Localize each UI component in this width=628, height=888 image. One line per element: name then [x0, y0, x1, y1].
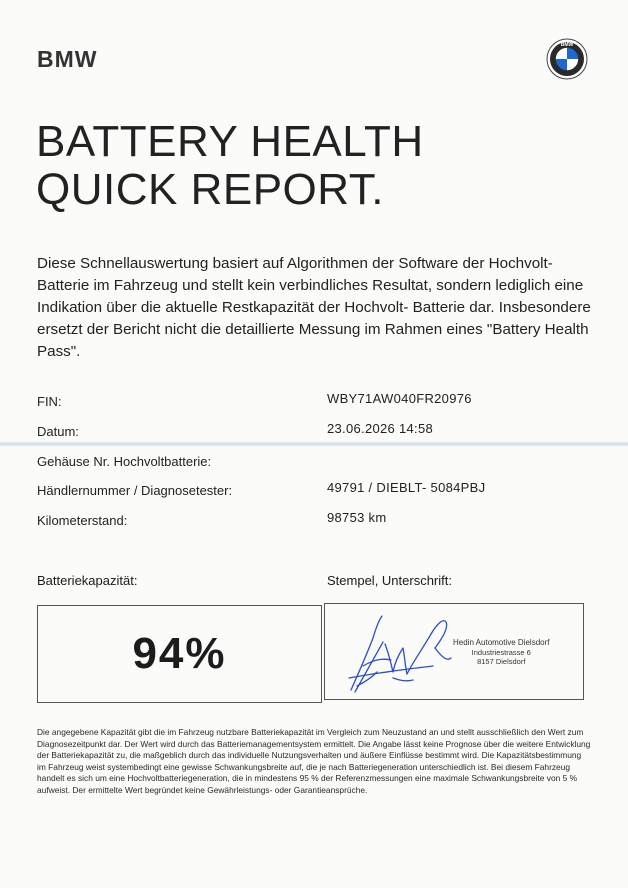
date-label: Datum:	[37, 424, 79, 439]
dealer-tester-value: 49791 / DIEBLT- 5084PBJ	[327, 480, 486, 495]
mileage-label: Kilometerstand:	[37, 513, 128, 528]
brand-wordmark: BMW	[37, 46, 98, 72]
stamp-city: 8157 Dielsdorf	[477, 657, 526, 666]
stamp-street: Industriestrasse 6	[471, 647, 531, 657]
title-line-1: BATTERY HEALTH	[36, 117, 424, 166]
dealer-tester-label: Händlernummer / Diagnosetester:	[37, 483, 233, 498]
date-value: 23.06.2026 14:58	[327, 421, 434, 436]
handwritten-signature	[343, 608, 453, 700]
housing-number-label: Gehäuse Nr. Hochvoltbatterie:	[37, 454, 212, 469]
fin-value: WBY71AW040FR20976	[327, 391, 472, 406]
mileage-value: 98753 km	[327, 510, 387, 525]
fin-label: FIN:	[37, 394, 62, 409]
report-title	[36, 118, 424, 214]
dealer-stamp	[453, 638, 550, 667]
stamp-box	[324, 603, 584, 700]
title-line-2: QUICK REPORT.	[36, 165, 384, 214]
logo-letters: BMW	[560, 42, 574, 48]
disclaimer-footnote: Die angegebene Kapazität gibt die im Fahrzeug nutzbare Batteriekapazität im Vergleich zum Neuzustand an und stellt ausschließlich den Wert zum Diagnosezeitpunkt dar. Der Wert wird durch das Batteriemanagementsystem ermittelt. Die Angabe lässt keine Prognose über die weitere Entwicklung der Batteriekapazität zu, die maßgeblich durch das individuelle Nutzungsverhalten und äußere Einflüsse bestimmt wird. Die Kapazitätsbestimmung im Fahrzeug weist systembedingt eine gewisse Schwankungsbreite auf, die je nach Batteriegeneration unterschiedlich ist. Bei diesem Fahrzeug handelt es sich um eine Hochvoltbatteriegeneration, die in mindestens 95 % der Referenzmessungen eine maximale Schwankungsbreite von 5 % aufweist. Der ermittelte Wert begründet keine Gewährleistungs- oder Garantieansprüche.	[37, 727, 591, 795]
intro-paragraph: Diese Schnellauswertung basiert auf Algorithmen der Software der Hochvolt- Batterie im Fahrzeug und stellt kein verbindliches Resultat, sondern lediglich eine Indikation über die aktuelle Restkapazität der Hochvolt- Batterie dar. Insbesondere ersetzt der Bericht nicht die detaillierte Messung im Rahmen eines "Battery Health Pass".	[37, 255, 591, 360]
capacity-label: Batteriekapazität:	[37, 573, 138, 588]
capacity-value: 94%	[132, 629, 227, 678]
scan-artifact	[0, 441, 628, 447]
stamp-signature-label: Stempel, Unterschrift:	[327, 573, 452, 588]
bmw-roundel-logo	[546, 38, 588, 80]
capacity-box	[37, 605, 322, 703]
stamp-company: Hedin Automotive Dielsdorf	[453, 638, 550, 647]
